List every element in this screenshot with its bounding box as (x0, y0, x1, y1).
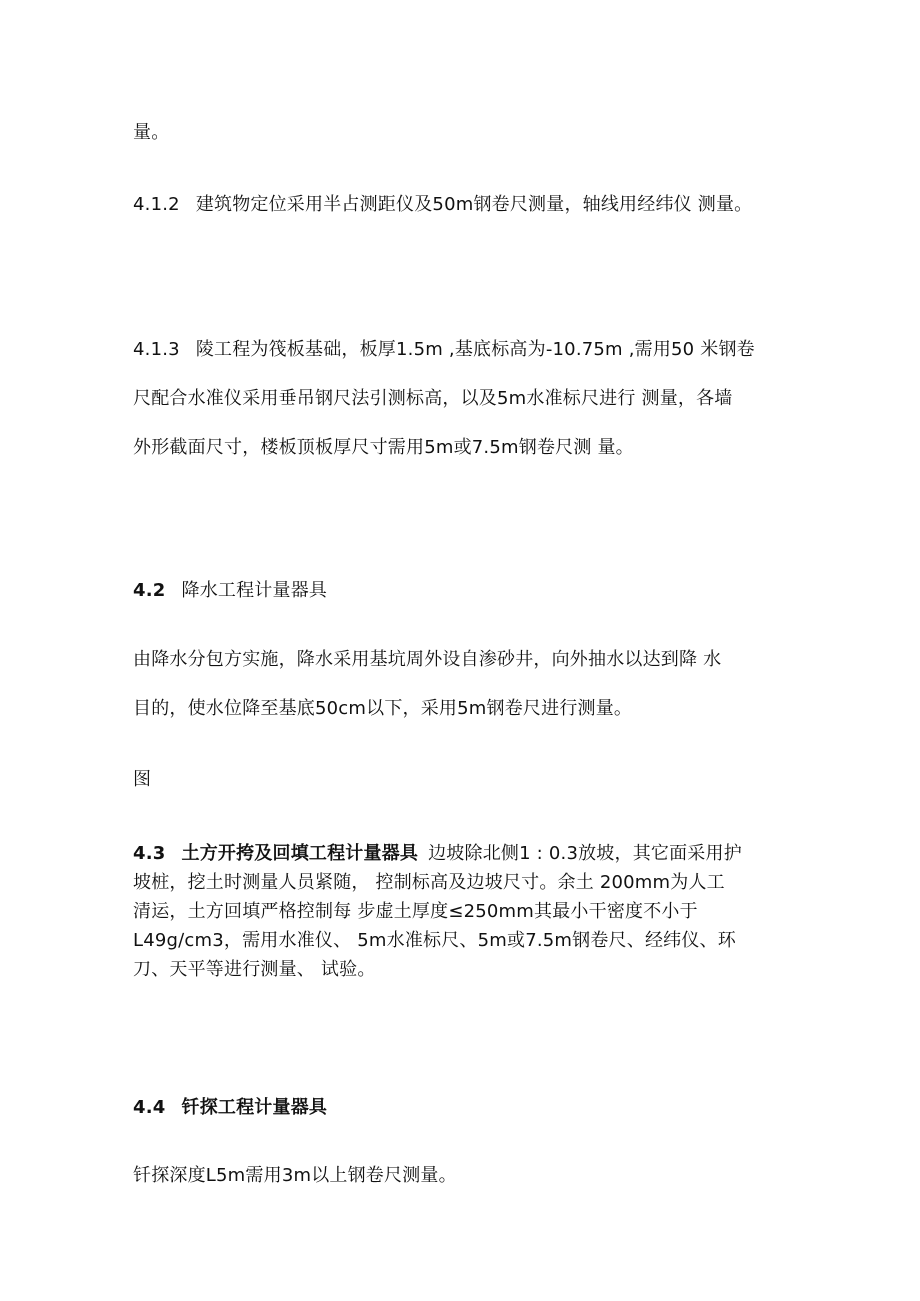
section-number: 4.3 (133, 843, 166, 864)
section-title: 降水工程计量器具 (181, 580, 328, 601)
section-text: 由降水分包方实施，降水采用基坑周外设自渗砂井，向外抽水以达到降 水 (133, 649, 722, 670)
section-text: L49g∕cm3，需用水准仪、 5m水准标尺、5m或7.5m钢卷尺、经纬仪、环 (133, 930, 736, 951)
section-number: 4.2 (133, 580, 166, 601)
section-4-1-3-line-3 (133, 436, 634, 460)
section-4-1-2 (133, 193, 752, 217)
section-text: 刀、天平等进行测量、 试验。 (133, 959, 376, 980)
section-text: 钎探深度L5m需用3m以上钢卷尺测量。 (133, 1165, 457, 1186)
section-4-3-line-3 (133, 900, 698, 924)
section-text: 目的，使水位降至基底50cm以下，采用5m钢卷尺进行测量。 (133, 698, 633, 719)
section-title: 钎探工程计量器具 (181, 1097, 328, 1118)
section-4-1-3-line-2 (133, 387, 733, 411)
section-heading-4-4 (133, 1096, 327, 1120)
section-heading-4-2 (133, 579, 327, 603)
section-4-3-line-1 (133, 842, 742, 866)
section-4-3-line-5 (133, 958, 376, 982)
section-4-4-line-1 (133, 1164, 457, 1188)
section-4-1-3-line-1 (133, 338, 755, 362)
paragraph-text: 量。 (133, 122, 170, 143)
figure-label-text: 图 (133, 769, 152, 790)
section-4-2-line-2 (133, 697, 632, 721)
section-title: 土方开挎及回填工程计量器具 (181, 843, 419, 864)
section-number: 4.1.3 (133, 339, 180, 360)
section-number: 4.4 (133, 1097, 166, 1118)
section-text: 外形截面尺寸，楼板顶板厚尺寸需用5m或7.5m钢卷尺测 量。 (133, 437, 634, 458)
section-number: 4.1.2 (133, 194, 180, 215)
section-text: 坡桩，挖土时测量人员紧随， 控制标高及边坡尺寸。余土 200mm为人工 (133, 872, 725, 893)
figure-label (133, 768, 151, 792)
section-text: 清运，土方回填严格控制每 步虚土厚度≤250mm其最小干密度不小于 (133, 901, 698, 922)
section-text: 尺配合水准仪采用垂吊钢尺法引测标高，以及5m水准标尺进行 测量，各墙 (133, 388, 733, 409)
section-4-2-line-1 (133, 648, 721, 672)
section-4-3-line-4 (133, 929, 736, 953)
section-text: 边坡除北侧1 : 0.3放坡，其它面采用护 (428, 843, 742, 864)
paragraph-continuation (133, 121, 169, 145)
section-4-3-line-2 (133, 871, 725, 895)
section-text: 陵工程为筏板基础，板厚1.5m ,基底标高为-10.75m ,需用50 米钢卷 (195, 339, 755, 360)
section-text: 建筑物定位采用半占测距仪及50m钢卷尺测量，轴线用经纬仪 测量。 (195, 194, 753, 215)
